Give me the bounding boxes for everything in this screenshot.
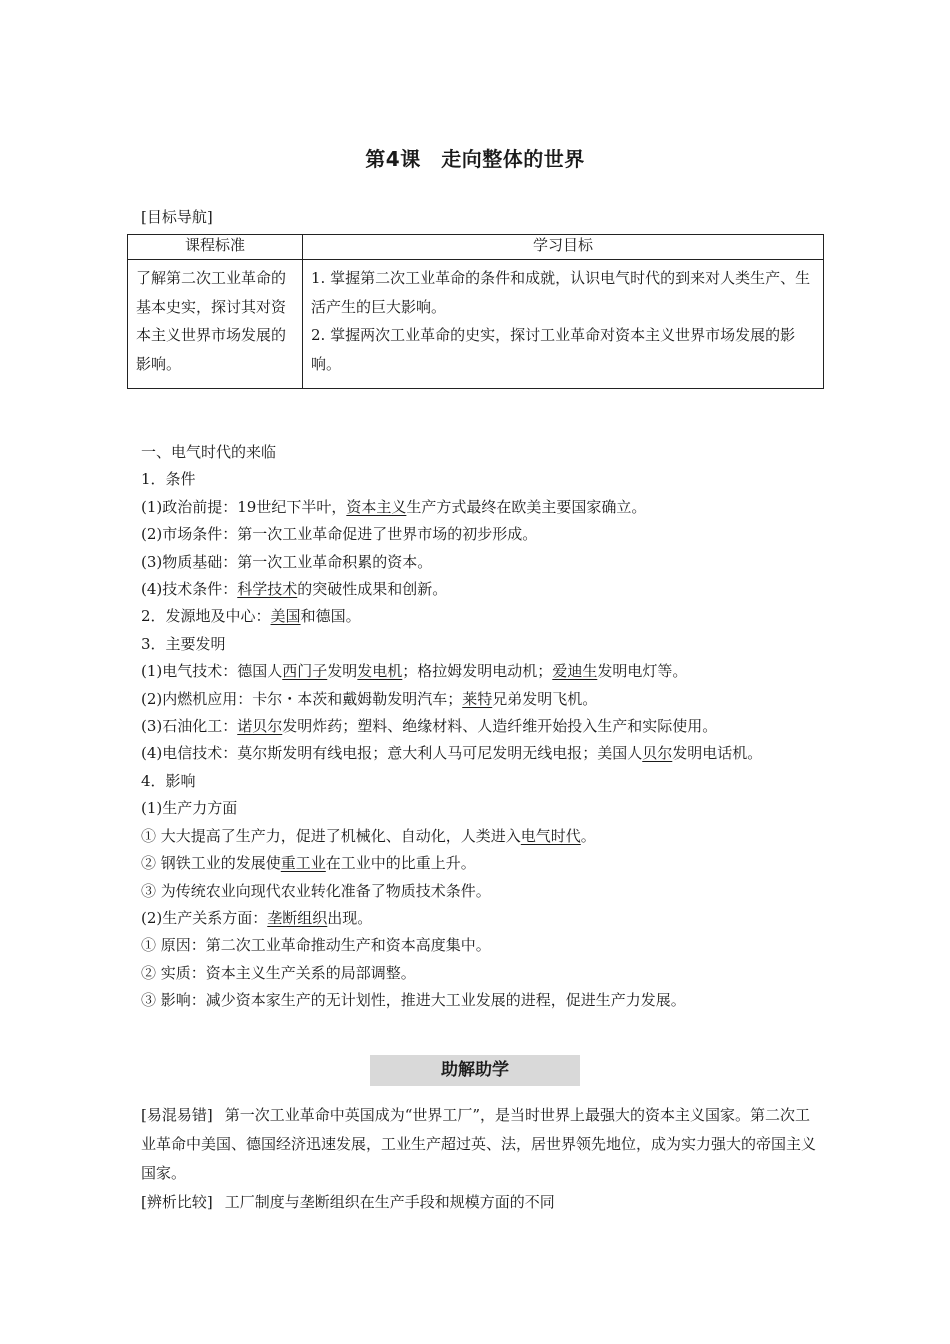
text-span: 兄弟发明飞机。	[492, 689, 598, 708]
subsection-heading: 1．条件	[141, 470, 196, 489]
key-term: 资本主义	[346, 497, 407, 516]
key-term: 诺贝尔	[237, 717, 283, 736]
text-span: 在工业中的比重上升。	[325, 854, 476, 873]
condition-item: (2)市场条件：第一次工业革命促进了世界市场的初步形成。	[141, 525, 538, 544]
text-span: 发明电灯等。	[597, 662, 688, 681]
goal-table	[127, 234, 824, 389]
key-term: 发电机	[357, 662, 403, 681]
text-span: 的突破性成果和创新。	[297, 580, 448, 599]
text-span: 发明电话机。	[672, 744, 763, 763]
page-title: 第4课 走向整体的世界	[365, 147, 585, 171]
learning-goals-cell	[303, 260, 824, 389]
text-span: (3)石油化工：	[141, 717, 238, 736]
impact-item	[141, 823, 821, 850]
key-term: 垄断组织	[267, 908, 328, 927]
key-term: 美国	[270, 607, 301, 626]
text-span: 发明	[327, 662, 358, 681]
text-span: (2)内燃机应用：卡尔・本茨和戴姆勒发明汽车；	[141, 689, 463, 708]
note-text: 工厂制度与垄断组织在生产手段和规模方面的不同	[224, 1193, 555, 1211]
invention-item	[141, 658, 821, 685]
learning-goal-item: 2. 掌握两次工业革命的史实，探讨工业革命对资本主义世界市场发展的影响。	[311, 326, 796, 373]
goal-table-row	[128, 260, 824, 389]
header-goals: 学习目标	[303, 235, 824, 260]
text-span: 和德国。	[300, 607, 361, 626]
text-span: 2．发源地及中心：	[141, 607, 271, 626]
subsection-heading: 4．影响	[141, 771, 196, 790]
text-span: ① 大大提高了生产力，促进了机械化、自动化，人类进入	[141, 826, 521, 845]
text-span: 生产方式最终在欧美主要国家确立。	[406, 497, 647, 516]
key-term: 科学技术	[237, 580, 298, 599]
goal-table-header-row	[128, 235, 824, 260]
key-term: 西门子	[282, 662, 328, 681]
course-standard-cell: 了解第二次工业革命的基本史实，探讨其对资本主义世界市场发展的影响。	[128, 260, 303, 389]
condition-item	[141, 576, 821, 603]
note-comparison	[141, 1188, 821, 1217]
text-span: (4)技术条件：	[141, 580, 238, 599]
note-tag: [易混易错]	[141, 1106, 213, 1124]
key-term: 贝尔	[642, 744, 673, 763]
key-term: 莱特	[462, 689, 493, 708]
invention-item	[141, 740, 821, 767]
impact-heading	[141, 905, 821, 932]
goal-nav-label: [目标导航]	[141, 208, 213, 226]
study-notes	[141, 1101, 821, 1217]
text-span: (2)生产关系方面：	[141, 908, 268, 927]
impact-item	[141, 850, 821, 877]
note-text: 第一次工业革命中英国成为“世界工厂”，是当时世界上最强大的资本主义国家。第二次工业革命中美国、德国经济迅速发展，工业生产超过英、法，居世界领先地位，成为实力强大的帝国主义国家。	[141, 1106, 817, 1182]
invention-item	[141, 713, 821, 740]
text-span: ；格拉姆发明电动机；	[402, 662, 553, 681]
help-banner: 助解助学	[370, 1055, 580, 1086]
impact-heading: (1)生产力方面	[141, 799, 238, 818]
text-span: 。	[580, 826, 596, 845]
key-term: 爱迪生	[552, 662, 598, 681]
learning-goal-item: 1. 掌握第二次工业革命的条件和成就，认识电气时代的到来对人类生产、生活产生的巨大影响。	[311, 269, 811, 316]
invention-item	[141, 686, 821, 713]
impact-item: ③ 为传统农业向现代农业转化准备了物质技术条件。	[141, 881, 491, 900]
lesson-content	[141, 439, 821, 1015]
text-span: ② 钢铁工业的发展使	[141, 854, 281, 873]
note-confusion	[141, 1101, 821, 1188]
text-span: (4)电信技术：莫尔斯发明有线电报；意大利人马可尼发明无线电报；美国人	[141, 744, 643, 763]
header-standard: 课程标准	[128, 235, 303, 260]
impact-item: ③ 影响：减少资本家生产的无计划性，推进大工业发展的进程，促进生产力发展。	[141, 991, 686, 1010]
section-heading: 一、电气时代的来临	[141, 443, 277, 461]
impact-item: ① 原因：第二次工业革命推动生产和资本高度集中。	[141, 936, 491, 955]
subsection-heading	[141, 603, 821, 630]
text-span: (1)电气技术：德国人	[141, 662, 283, 681]
text-span: (1)政治前提：19世纪下半叶，	[141, 497, 347, 516]
condition-item	[141, 494, 821, 521]
text-span: 出现。	[327, 908, 373, 927]
text-span: 发明炸药；塑料、绝缘材料、人造纤维开始投入生产和实际使用。	[282, 717, 718, 736]
subsection-heading: 3．主要发明	[141, 634, 226, 653]
condition-item: (3)物质基础：第一次工业革命积累的资本。	[141, 552, 433, 571]
key-term: 电气时代	[520, 826, 581, 845]
key-term: 重工业	[280, 854, 326, 873]
note-tag: [辨析比较]	[141, 1193, 213, 1211]
impact-item: ② 实质：资本主义生产关系的局部调整。	[141, 963, 416, 982]
